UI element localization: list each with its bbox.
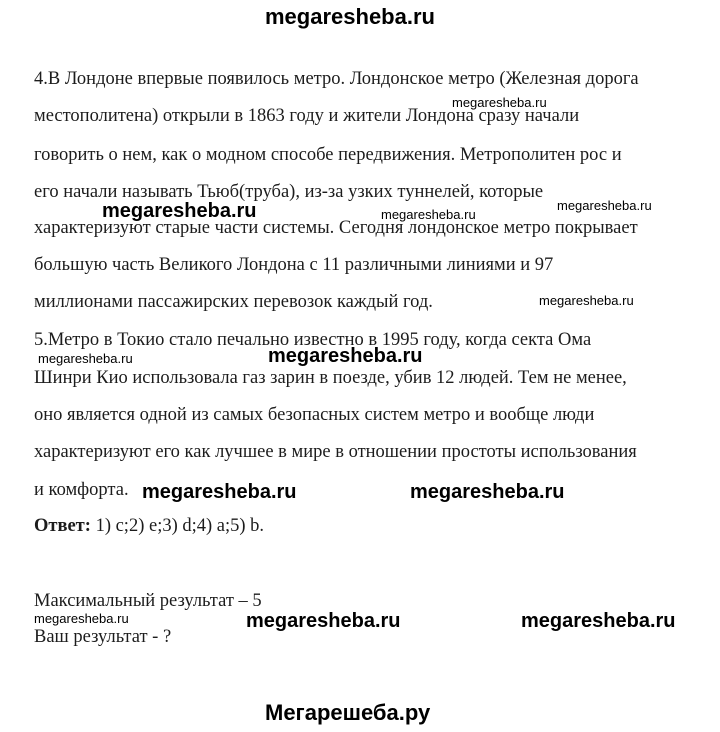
task-5-line: оно является одной из самых безопасных систем метро и вообще люди (34, 405, 595, 425)
task-5-line: характеризуют его как лучшее в мире в отношении простоты использования (34, 442, 637, 462)
watermark: megaresheba.ru (452, 95, 547, 110)
answer-line (34, 516, 264, 537)
header-site-title: megaresheba.ru (265, 4, 435, 29)
task-4-line: 4.В Лондоне впервые появилось метро. Лондонское метро (Железная дорога (34, 69, 639, 89)
task-5-line: и комфорта. (34, 480, 129, 500)
watermark: megaresheba.ru (539, 293, 634, 308)
task-4-line: большую часть Великого Лондона с 11 различными линиями и 97 (34, 255, 554, 275)
footer-site-title: Мегарешеба.ру (265, 700, 431, 725)
watermark: megaresheba.ru (521, 610, 676, 632)
watermark: megaresheba.ru (268, 345, 423, 367)
max-score: Максимальный результат – 5 (34, 591, 262, 611)
watermark: megaresheba.ru (557, 198, 652, 213)
watermark: megaresheba.ru (381, 207, 476, 222)
watermark: megaresheba.ru (34, 611, 129, 626)
task-4-line: местополитена) открыли в 1863 году и жители Лондона сразу начали (34, 106, 580, 126)
watermark: megaresheba.ru (246, 610, 401, 632)
task-4-line: говорить о нем, как о модном способе передвижения. Метрополитен рос и (34, 145, 622, 165)
watermark: megaresheba.ru (410, 481, 565, 503)
task-5-line: 5.Метро в Токио стало печально известно в 1995 году, когда секта Ома (34, 330, 592, 350)
task-4-line: миллионами пассажирских перевозок каждый год. (34, 292, 433, 312)
answer-label: Ответ: (34, 516, 91, 536)
your-score: Ваш результат - ? (34, 627, 172, 647)
task-4-line: характеризуют старые части системы. Сегодня лондонское метро покрывает (34, 218, 638, 238)
answer-value: 1) c;2) e;3) d;4) a;5) b. (95, 516, 265, 536)
watermark: megaresheba.ru (38, 351, 133, 366)
watermark: megaresheba.ru (142, 481, 297, 503)
watermark: megaresheba.ru (102, 200, 257, 222)
task-5-line: Шинри Кио использовала газ зарин в поезде, убив 12 людей. Тем не менее, (34, 368, 627, 388)
task-4-line: его начали называть Тьюб(труба), из-за узких туннелей, которые (34, 182, 544, 202)
